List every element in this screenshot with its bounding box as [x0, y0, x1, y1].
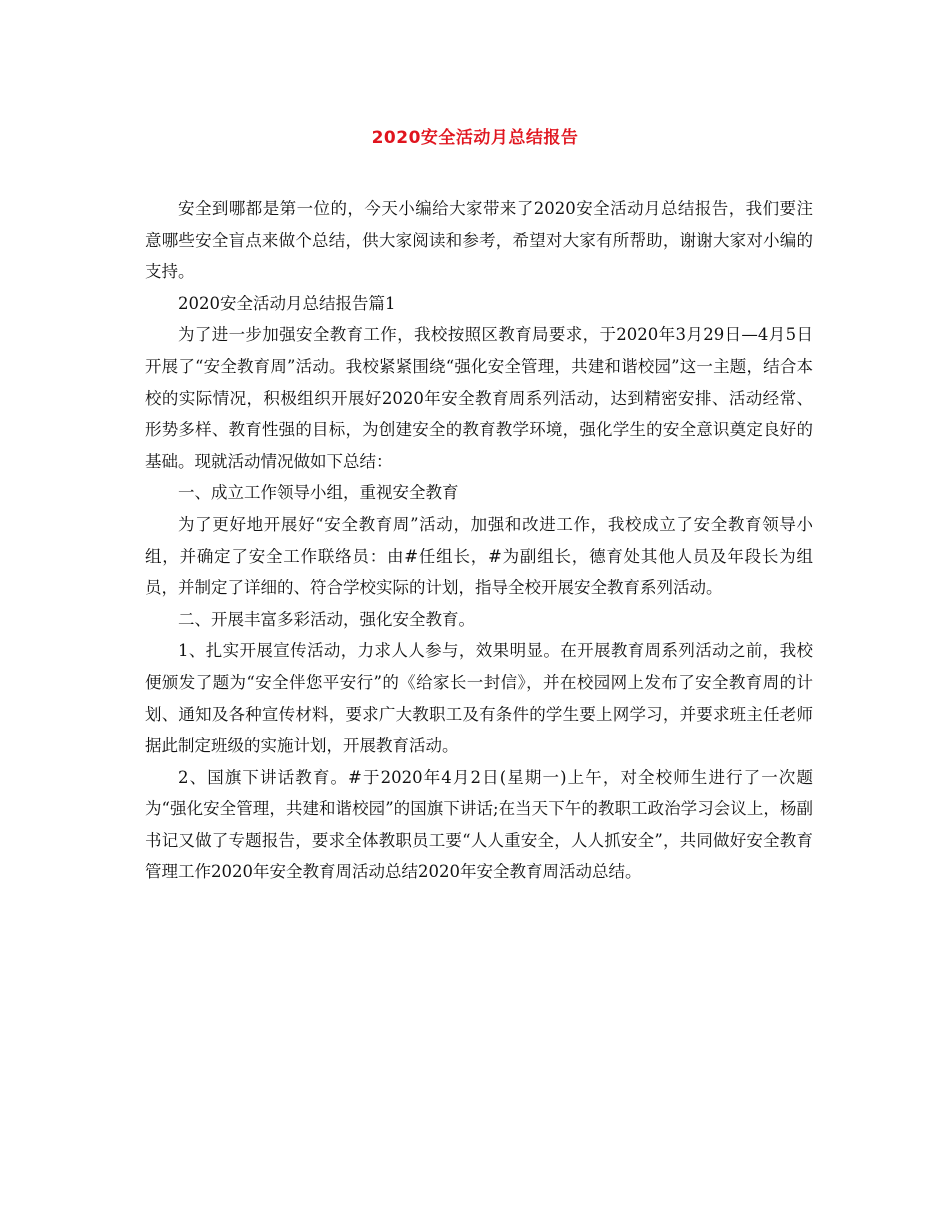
document-body	[145, 193, 813, 888]
document-title: 2020安全活动月总结报告	[371, 128, 579, 148]
paragraph-intro: 安全到哪都是第一位的，今天小编给大家带来了2020安全活动月总结报告，我们要注意哪些安全盲点来做个总结，供大家阅读和参考，希望对大家有所帮助，谢谢大家对小编的支持。	[145, 199, 813, 282]
paragraph-overview: 为了进一步加强安全教育工作，我校按照区教育局要求，于2020年3月29日—4月5日开展了“安全教育周”活动。我校紧紧围绕“强化安全管理，共建和谐校园”这一主题，结合本校的实际情况，积极组织开展好2020年安全教育周系列活动，达到精密安排、活动经常、形势多样、教育性强的目标，为创建安全的教育教学环境，强化学生的安全意识奠定良好的基础。现就活动情况做如下总结：	[145, 325, 813, 471]
paragraph-leadership: 为了更好地开展好“安全教育周”活动，加强和改进工作，我校成立了安全教育领导小组，并确定了安全工作联络员：由#任组长，#为副组长，德育处其他人员及年段长为组员，并制定了详细的、符合学校实际的计划，指导全校开展安全教育系列活动。	[145, 514, 813, 598]
paragraph-flag-speech: 2、国旗下讲话教育。#于2020年4月2日(星期一)上午，对全校师生进行了一次题为“强化安全管理，共建和谐校园”的国旗下讲话;在当天下午的教职工政治学习会议上，杨副书记又做了专题报告，要求全体教职员工要“人人重安全，人人抓安全”，共同做好安全教育管理工作2020年安全教育周活动总结2020年安全教育周活动总结。	[145, 767, 813, 882]
section-heading-part1: 2020安全活动月总结报告篇1	[178, 293, 396, 313]
section-heading-two: 二、开展丰富多彩活动，强化安全教育。	[178, 609, 475, 629]
section-heading-one: 一、成立工作领导小组，重视安全教育	[178, 483, 459, 503]
paragraph-publicity: 1、扎实开展宣传活动，力求人人参与，效果明显。在开展教育周系列活动之前，我校便颁发了题为“安全伴您平安行”的《给家长一封信》，并在校园网上发布了安全教育周的计划、通知及各种宣传材料，要求广大教职工及有条件的学生要上网学习，并要求班主任老师据此制定班级的实施计划，开展教育活动。	[145, 641, 813, 756]
